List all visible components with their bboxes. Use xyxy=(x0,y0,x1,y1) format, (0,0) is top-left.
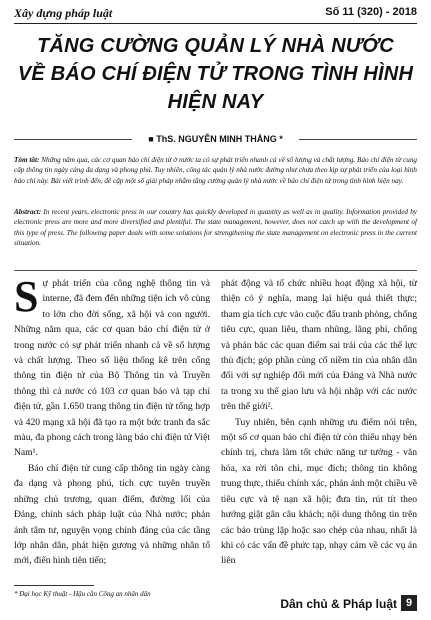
author-divider-right xyxy=(299,139,417,140)
body-column-right xyxy=(221,276,417,569)
paragraph xyxy=(14,272,211,461)
title-line-2: VỀ BÁO CHÍ ĐIỆN TỬ TRONG TÌNH HÌNH HIỆN NAY xyxy=(17,63,414,113)
body-column-left xyxy=(14,272,211,569)
abstract-divider xyxy=(14,270,417,271)
abstract-vn-text: Những năm qua, các cơ quan báo chí điện tử ở nước ta có sự phát triển nhanh cả về số lượng và chất lượng. Báo chí điện tử cung cấp thông tin ngày càng đa dạng và phong phú. Tuy nhiên, công tác quản lý nhà nước đường như chưa theo kịp sự phát triển của loại hình báo chí này. Bài viết trình đến, đề cập một số giải pháp nhằm tăng cường quản lý nhà nước về báo chí điện tử trong tình hình hiện nay. xyxy=(14,156,418,185)
footnote: * Đại học Kỹ thuật - Hậu cần Công an nhân dân xyxy=(14,590,151,598)
footnote-divider xyxy=(14,585,94,586)
footer-journal-name: Dân chủ & Pháp luật xyxy=(280,597,397,611)
journal-name: Xây dựng pháp luật xyxy=(14,6,113,20)
author-byline: ■ ThS. NGUYỄN MINH THẮNG * xyxy=(148,134,283,144)
abstract-vietnamese xyxy=(14,155,417,186)
abstract-en-label: Abstract: xyxy=(14,208,42,216)
title-line-1: TĂNG CƯỜNG QUẢN LÝ NHÀ NƯỚC xyxy=(37,35,394,57)
abstract-vn-label: Tóm tắt: xyxy=(14,156,40,164)
article-title xyxy=(0,32,431,116)
paragraph: Báo chí điện tử cung cấp thông tin ngày càng đa dạng và phong phú, tích cực tuyên truyền những chủ trương, quan điểm, đường lối của Đảng, chính sách pháp luật của Nhà nước; phản ánh tâm tư, nguyện vọng chính đáng của các tầng lớp nhân dân, phát hiện gương và những nhân tố mới, điển hình tiên tiến; xyxy=(14,462,210,567)
abstract-en-text: In recent years, electronic press in our country has quickly developed in quantity as well as in quality. Information provided by electronic press are more and more diversified and plentiful. The state management, however, does not catch up with the development of this type of press. The following paper deals with some solutions for strengthening the state management on electronic press in the current situation. xyxy=(14,208,417,248)
header-divider xyxy=(14,23,417,24)
abstract-english xyxy=(14,207,417,249)
drop-cap: S xyxy=(14,272,39,321)
issue-number: Số 11 (320) - 2018 xyxy=(325,6,417,18)
paragraph-text: ự phát triển của công nghệ thông tin và interne, đã đem đến những tiện ích vô cùng to lớn cho đời sống, xã hội và con người. Những năm qua, các cơ quan báo chí điện tử ở trong nước có sự phát triển nhanh cả về số lượng và chất lượng. Theo số liệu thống kê trên cổng thông tin điện tử của Bộ Thông tin và Truyền thông thì cả nước có 103 cơ quan báo và tạp chí điện tử, gần 1.650 trang thông tin điện tử tổng hợp và 420 mạng xã hội đã tạo ra một bức tranh đa sắc màu, đa phong cách trong làng báo chí điện tử Việt Nam¹. xyxy=(14,278,211,459)
paragraph: phát động và tổ chức nhiều hoạt động xã hội, từ thiện có ý nghĩa, mang lại hiệu quả thiết thực; tham gia tích cực vào cuộc đấu tranh phòng, chống tiêu cực, quan liêu, tham nhũng, lãng phí, chống và phản bác các quan điểm sai trái của các thế lực thù địch; góp phần củng cố niềm tin của nhân dân đối với sự nghiệp đổi mới của Đảng và Nhà nước ta trong xu thế giao lưu và hội nhập với các nước trên thế giới². xyxy=(221,278,417,413)
paragraph: Tuy nhiên, bên cạnh những ưu điểm nói trên, một số cơ quan báo chí điện tử còn thiếu nhạy bén chính trị, chưa làm tốt chức năng tư tưởng - văn hóa, xa rời tôn chỉ, mục đích; thông tin không trung thực, thiếu chính xác, phản ánh một chiều về tiêu cực và tệ nạn xã hội; đưa tin, rút tít theo hướng giật gân câu khách; nội dung thông tin trên các báo trùng lặp hoặc sao chép của nhau, nhất là khi có các vấn đề phức tạp, nhạy cảm về các vụ án liên xyxy=(221,416,417,567)
page-number: 9 xyxy=(401,595,417,611)
